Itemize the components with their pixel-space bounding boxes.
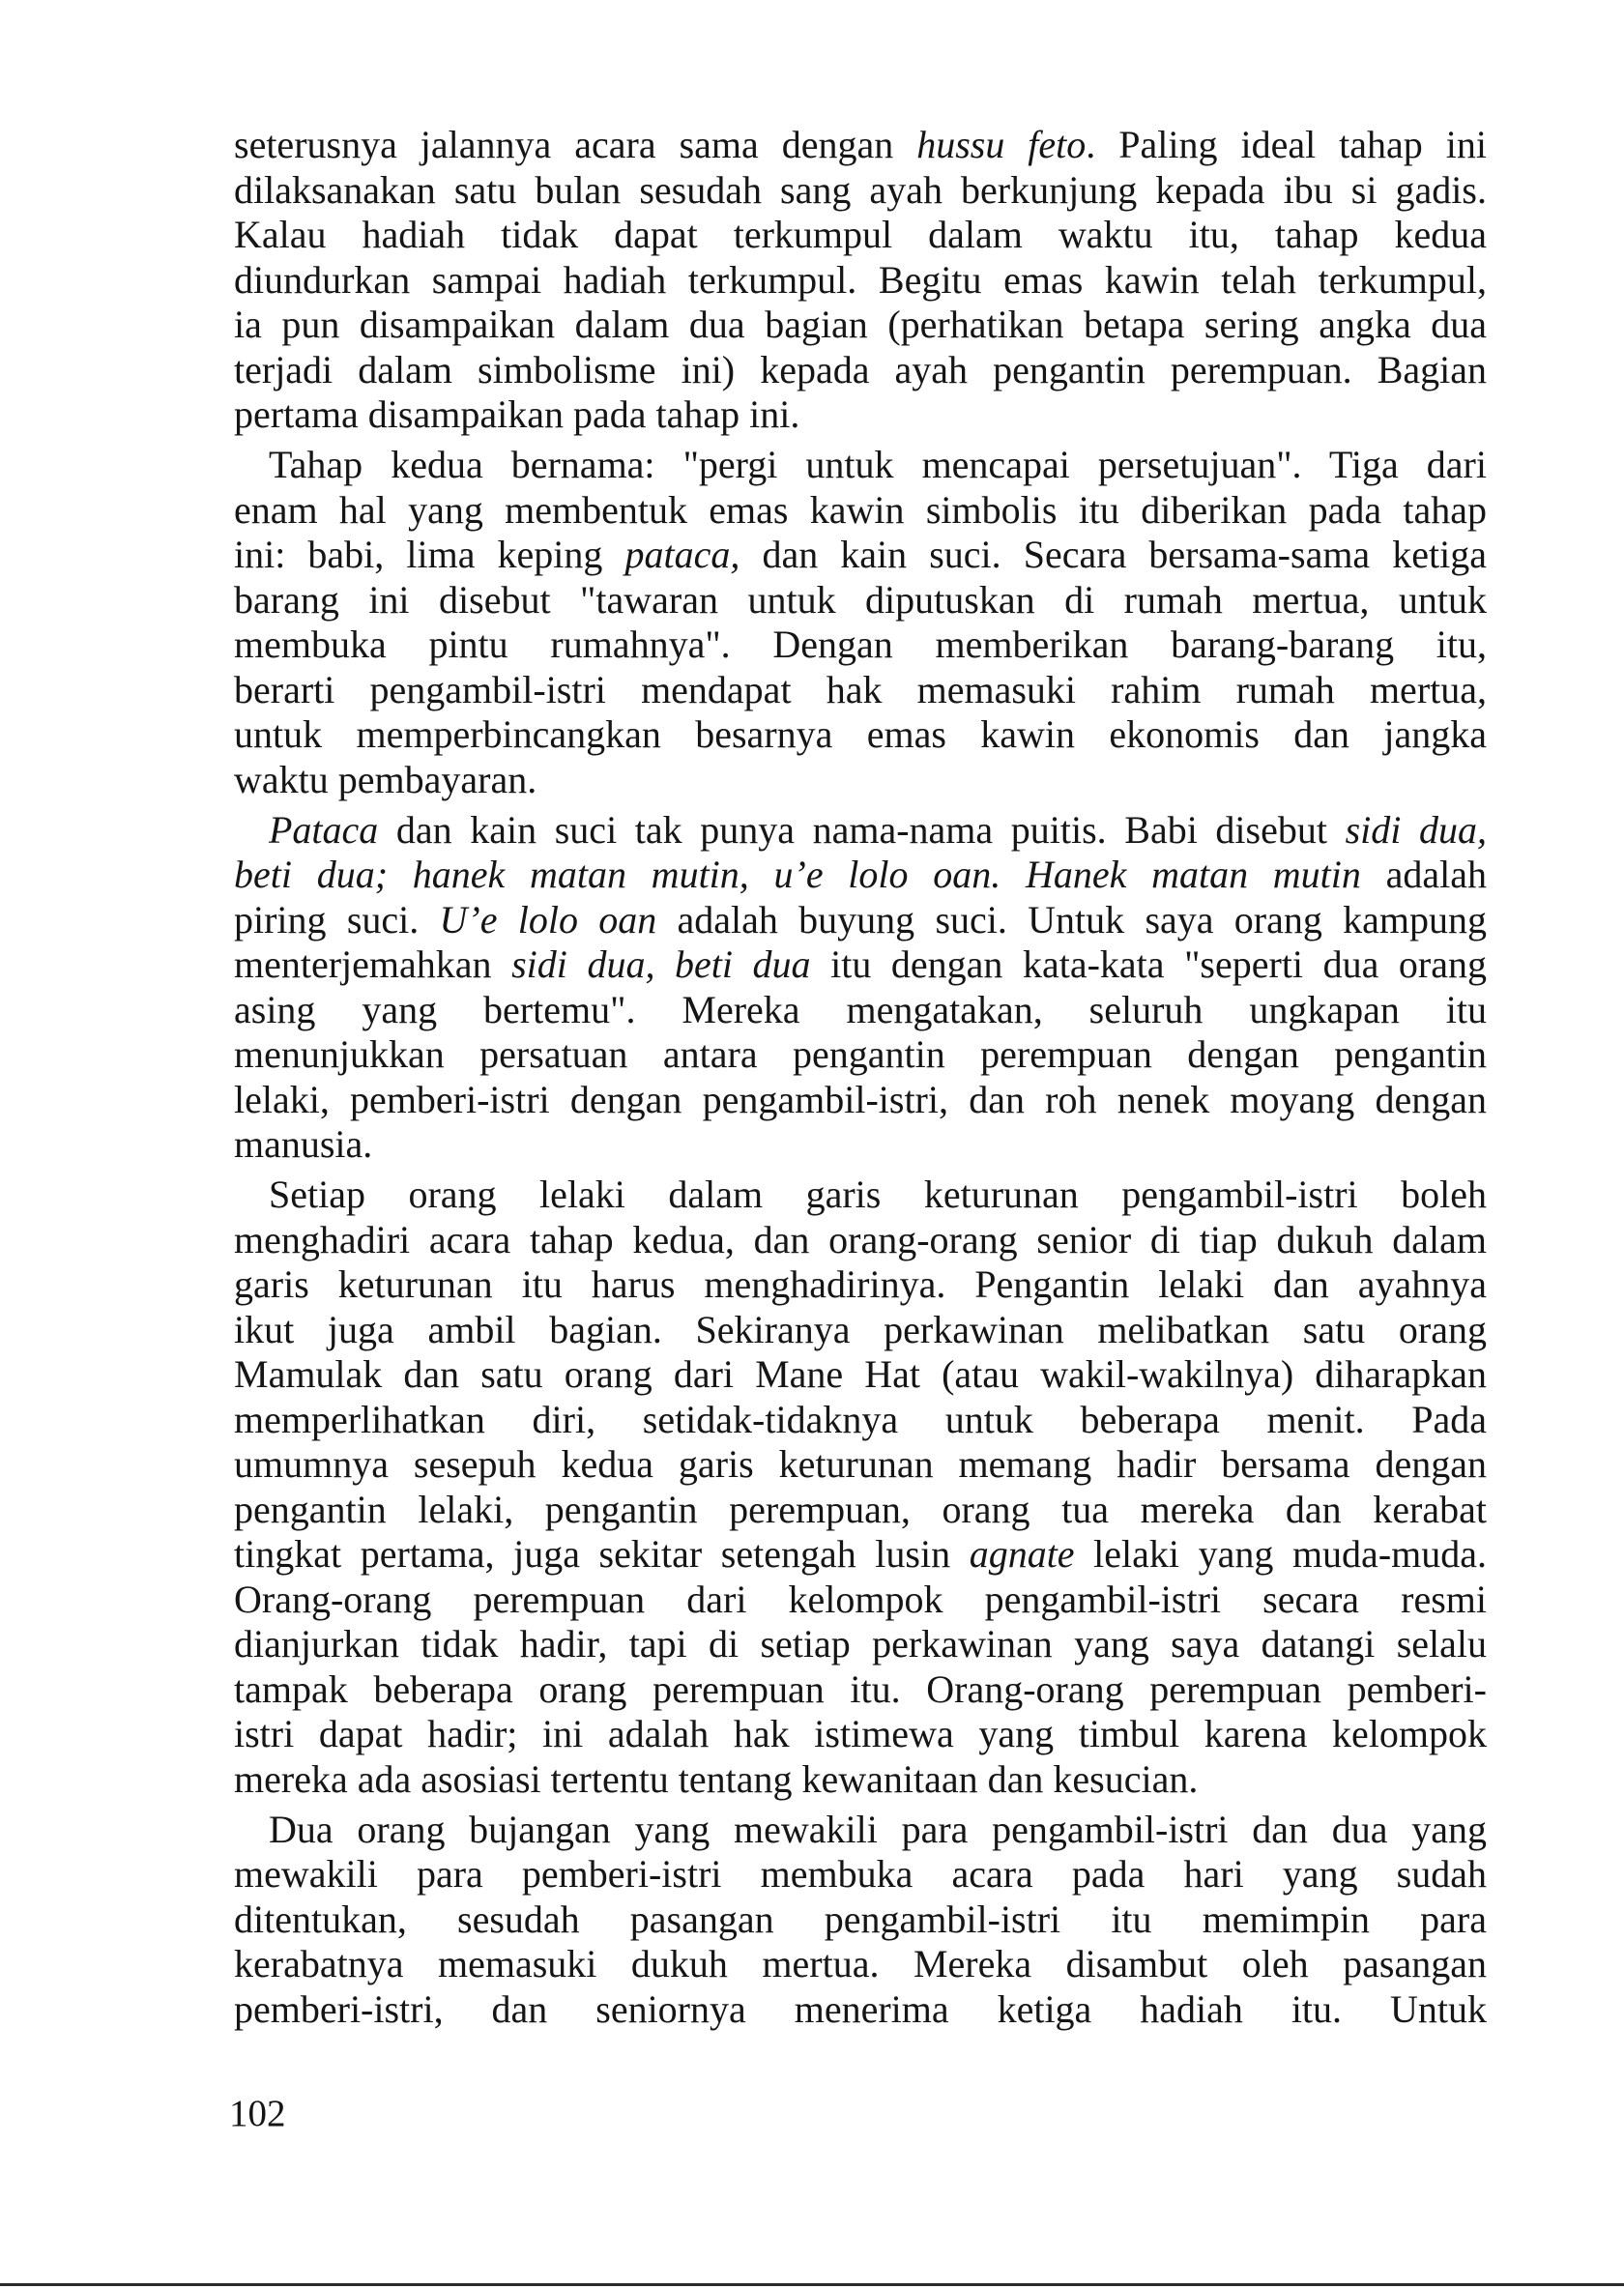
text-line bbox=[234, 168, 1487, 214]
text-line bbox=[234, 1308, 1487, 1353]
text-line bbox=[234, 1442, 1487, 1488]
text-line bbox=[234, 488, 1487, 534]
text-run: garis keturunan itu harus menghadirinya. Pengantin lelaki dan ayahnya bbox=[234, 1262, 1487, 1306]
text-run: terjadi dalam simbolisme ini) kepada ayah pengantin perempuan. Bagian bbox=[234, 347, 1487, 391]
text-run: istri dapat hadir; ini adalah hak istimewa yang timbul karena kelompok bbox=[234, 1712, 1487, 1755]
text-run: umumnya sesepuh kedua garis keturunan memang hadir bersama dengan bbox=[234, 1442, 1487, 1486]
text-run: lelaki, pemberi-istri dengan pengambil-istri, dan roh nenek moyang dengan bbox=[234, 1077, 1487, 1121]
text-line bbox=[234, 1712, 1487, 1757]
text-run: asing yang bertemu". Mereka mengatakan, seluruh ungkapan itu bbox=[234, 987, 1487, 1031]
text-run: pertama disampaikan pada tahap ini. bbox=[234, 392, 800, 436]
text-line bbox=[234, 1757, 1487, 1803]
text-run: Kalau hadiah tidak dapat terkumpul dalam waktu itu, tahap kedua bbox=[234, 213, 1487, 256]
text-run: barang ini disebut "tawaran untuk diputuskan di rumah mertua, untuk bbox=[234, 577, 1487, 622]
text-line bbox=[234, 853, 1487, 898]
text-line bbox=[234, 533, 1487, 578]
text-run: dan kain suci tak punya nama-nama puitis. Babi disebut bbox=[378, 807, 1346, 852]
text-line bbox=[234, 808, 1487, 854]
text-line bbox=[234, 1488, 1487, 1533]
italic-term: U’e lolo oan bbox=[439, 897, 657, 942]
text-line bbox=[234, 668, 1487, 713]
paragraph bbox=[234, 123, 1487, 438]
text-run: pengantin lelaki, pengantin perempuan, orang tua mereka dan kerabat bbox=[234, 1487, 1487, 1531]
text-run: ditentukan, sesudah pasangan pengambil-istri itu memimpin para bbox=[234, 1897, 1487, 1941]
text-line bbox=[234, 443, 1487, 488]
text-line bbox=[234, 1898, 1487, 1943]
text-run: ini: babi, lima keping bbox=[234, 533, 625, 576]
text-run: menghadiri acara tahap kedua, dan orang-orang senior di tiap dukuh dalam bbox=[234, 1217, 1487, 1261]
italic-term: hussu feto bbox=[916, 123, 1087, 166]
text-run: pemberi-istri, dan seniornya menerima ketiga hadiah itu. Untuk bbox=[234, 1986, 1487, 2031]
paragraph bbox=[234, 808, 1487, 1168]
text-line bbox=[234, 1808, 1487, 1853]
text-run: adalah buyung suci. Untuk saya orang kampung bbox=[656, 897, 1487, 942]
text-run: dilaksanakan satu bulan sesudah sang ayah berkunjung kepada ibu si gadis. bbox=[234, 167, 1487, 212]
text-run: menterjemahkan bbox=[234, 942, 512, 986]
text-line bbox=[234, 1398, 1487, 1443]
text-line bbox=[234, 942, 1487, 988]
text-run: itu dengan kata-kata "seperti dua orang bbox=[810, 942, 1487, 986]
text-run: . Paling ideal tahap ini bbox=[1086, 123, 1487, 166]
text-line bbox=[234, 1987, 1487, 2033]
text-line bbox=[234, 1262, 1487, 1308]
paragraph bbox=[234, 1173, 1487, 1802]
text-line bbox=[234, 123, 1487, 168]
text-run: Dua orang bujangan yang mewakili para pengambil-istri dan dua yang bbox=[269, 1807, 1487, 1851]
text-run: seterusnya jalannya acara sama dengan bbox=[234, 123, 917, 166]
text-run: enam hal yang membentuk emas kawin simbolis itu diberikan pada tahap bbox=[234, 487, 1487, 532]
text-line bbox=[234, 578, 1487, 623]
text-line bbox=[234, 1578, 1487, 1623]
italic-term: sidi dua, bbox=[1345, 807, 1487, 852]
text-run: untuk memperbincangkan besarnya emas kawin ekonomis dan jangka bbox=[234, 712, 1487, 756]
text-line bbox=[234, 758, 1487, 803]
text-line bbox=[234, 1218, 1487, 1263]
text-line bbox=[234, 213, 1487, 258]
text-line bbox=[234, 258, 1487, 304]
text-run: memperlihatkan diri, setidak-tidaknya untuk beberapa menit. Pada bbox=[234, 1397, 1487, 1441]
text-run: berarti pengambil-istri mendapat hak memasuki rahim rumah mertua, bbox=[234, 667, 1487, 711]
italic-term: sidi dua, beti dua bbox=[511, 942, 811, 986]
text-run: mereka ada asosiasi tertentu tentang kewanitaan dan kesucian. bbox=[234, 1756, 1199, 1801]
text-line bbox=[234, 1352, 1487, 1398]
text-run: diundurkan sampai hadiah terkumpul. Begitu emas kawin telah terkumpul, bbox=[234, 257, 1487, 302]
text-run: piring suci. bbox=[234, 897, 440, 942]
text-run: dianjurkan tidak hadir, tapi di setiap perkawinan yang saya datangi selalu bbox=[234, 1622, 1487, 1666]
text-line bbox=[234, 1032, 1487, 1078]
paragraph bbox=[234, 443, 1487, 802]
text-run: Orang-orang perempuan dari kelompok pengambil-istri secara resmi bbox=[234, 1577, 1487, 1621]
text-line bbox=[234, 1667, 1487, 1713]
text-run: waktu pembayaran. bbox=[234, 757, 537, 801]
text-line bbox=[234, 1852, 1487, 1898]
italic-term: Pataca bbox=[269, 807, 379, 852]
text-line bbox=[234, 1173, 1487, 1218]
body-text bbox=[234, 123, 1487, 2032]
paragraph bbox=[234, 1808, 1487, 2033]
text-run: adalah bbox=[1360, 853, 1487, 896]
text-line bbox=[234, 392, 1487, 438]
text-run: lelaki yang muda-muda. bbox=[1074, 1532, 1487, 1576]
text-line bbox=[234, 303, 1487, 348]
text-line bbox=[234, 1532, 1487, 1578]
text-run: dan kain suci. Secara bersama-sama ketiga bbox=[740, 533, 1488, 576]
text-run: Setiap orang lelaki dalam garis keturunan pengambil-istri boleh bbox=[269, 1173, 1487, 1216]
text-run: mewakili para pemberi-istri membuka acara pada hari yang sudah bbox=[234, 1852, 1487, 1896]
text-line bbox=[234, 1122, 1487, 1168]
page-number: 102 bbox=[229, 2093, 286, 2134]
italic-term: beti dua; hanek matan mutin, u’e lolo oan. Hanek matan mutin bbox=[234, 853, 1361, 896]
text-line bbox=[234, 1078, 1487, 1123]
text-line bbox=[234, 712, 1487, 758]
text-line bbox=[234, 988, 1487, 1033]
scan-edge-line bbox=[0, 2283, 1624, 2286]
text-run: menunjukkan persatuan antara pengantin perempuan dengan pengantin bbox=[234, 1032, 1487, 1076]
italic-term: agnate bbox=[969, 1532, 1075, 1576]
text-run: manusia. bbox=[234, 1122, 373, 1166]
text-line bbox=[234, 623, 1487, 668]
italic-term: pataca, bbox=[624, 533, 740, 576]
text-run: kerabatnya memasuki dukuh mertua. Mereka disambut oleh pasangan bbox=[234, 1942, 1487, 1985]
text-run: tingkat pertama, juga sekitar setengah lusin bbox=[234, 1532, 970, 1576]
text-line bbox=[234, 898, 1487, 943]
text-run: Mamulak dan satu orang dari Mane Hat (atau wakil-wakilnya) diharapkan bbox=[234, 1352, 1487, 1396]
text-run: Tahap kedua bernama: "pergi untuk mencapai persetujuan". Tiga dari bbox=[269, 443, 1487, 486]
text-run: ikut juga ambil bagian. Sekiranya perkawinan melibatkan satu orang bbox=[234, 1307, 1487, 1351]
text-line bbox=[234, 1942, 1487, 1987]
text-run: tampak beberapa orang perempuan itu. Orang-orang perempuan pemberi- bbox=[234, 1666, 1487, 1711]
text-line bbox=[234, 348, 1487, 393]
text-line bbox=[234, 1622, 1487, 1667]
text-run: ia pun disampaikan dalam dua bagian (perhatikan betapa sering angka dua bbox=[234, 303, 1487, 346]
text-run: membuka pintu rumahnya". Dengan memberikan barang-barang itu, bbox=[234, 623, 1487, 666]
